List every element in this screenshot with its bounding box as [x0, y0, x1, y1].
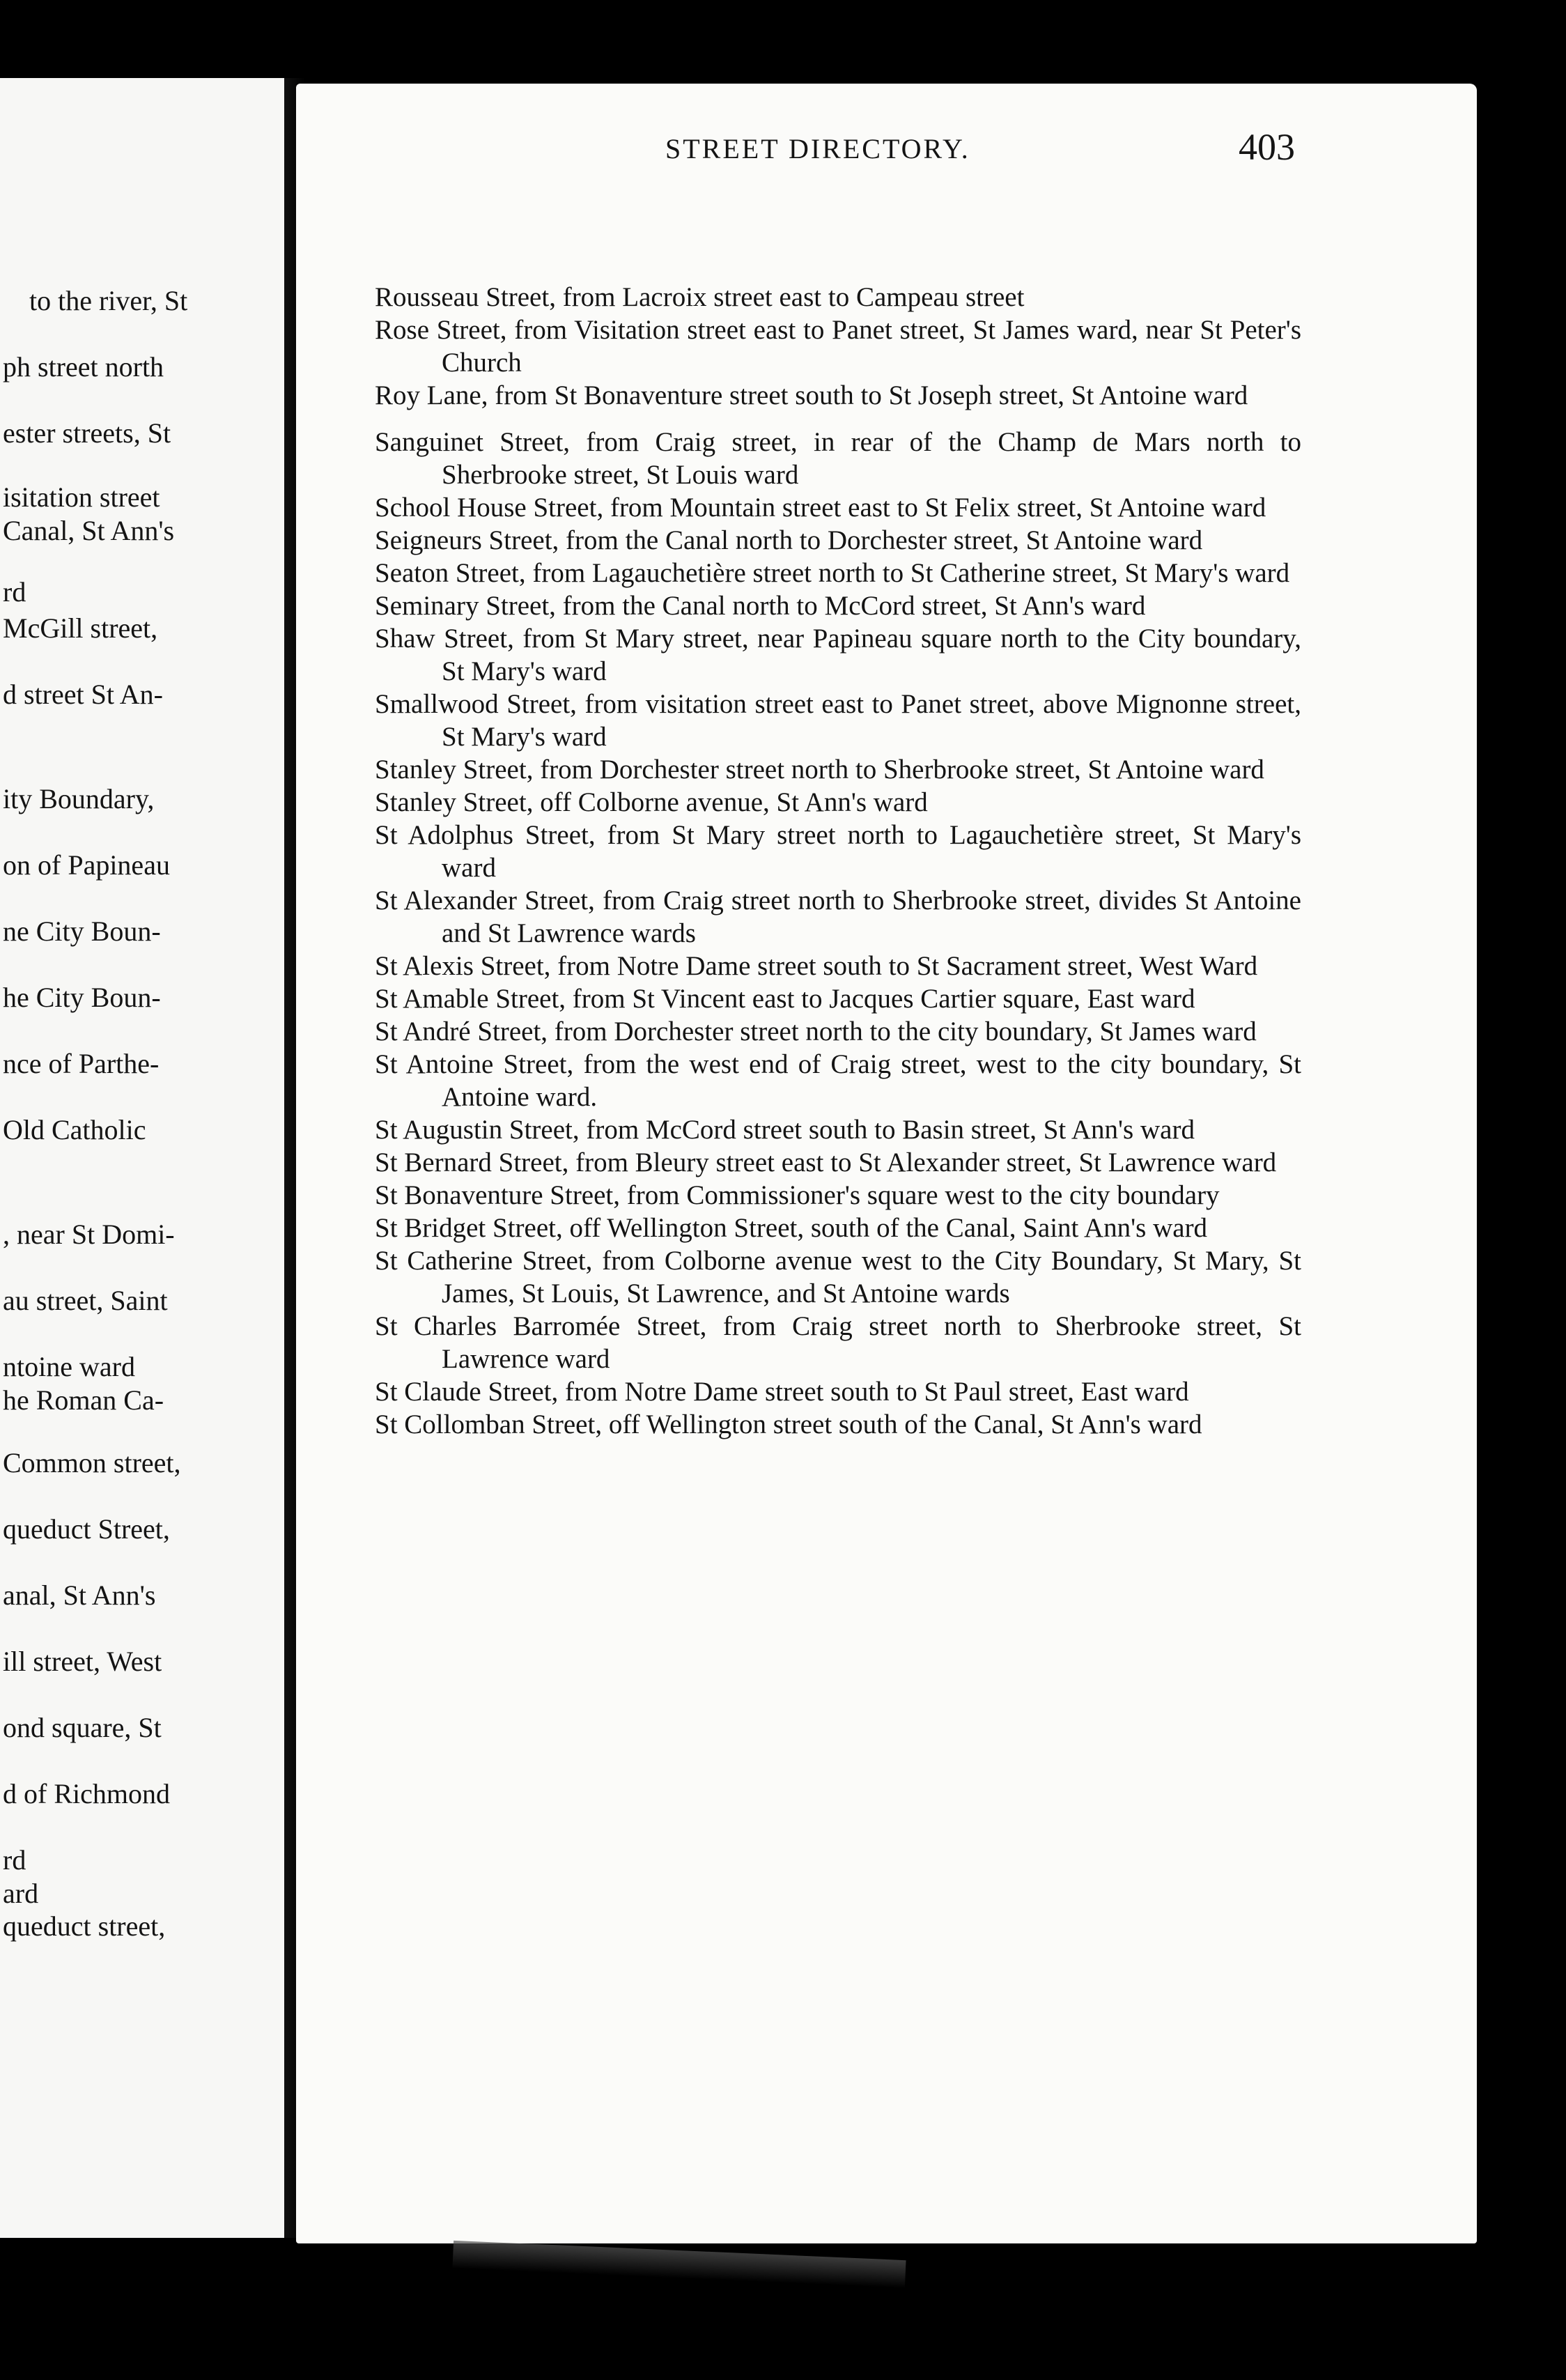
page-number: 403 — [1239, 126, 1295, 168]
directory-entry: St Bernard Street, from Bleury street east to St Alexander street, St Lawrence ward — [375, 1148, 1277, 1177]
directory-entry: Stanley Street, from Dorchester street north to Sherbrooke street, St Antoine ward — [375, 755, 1264, 785]
directory-entry: St Bridget Street, off Wellington Street, south of the Canal, Saint Ann's ward — [375, 1213, 1208, 1243]
left-page-line: Common street, — [3, 1447, 181, 1478]
directory-entry: Stanley Street, off Colborne avenue, St Ann's ward — [375, 787, 928, 817]
directory-entry: St Alexander Street, from Craig street north to Sherbrooke street, divides St Antoine and St Lawrence wards — [375, 886, 1301, 948]
left-page-line: ill street, West — [3, 1646, 162, 1677]
left-page-line: d street St An- — [3, 679, 163, 710]
directory-entry: Seaton Street, from Lagauchetière street north to St Catherine street, St Mary's ward — [375, 558, 1290, 588]
directory-entry: St Augustin Street, from McCord street south to Basin street, St Ann's ward — [375, 1115, 1195, 1145]
left-page-line: , near St Domi- — [3, 1219, 175, 1250]
left-page-line: he Roman Ca- — [3, 1384, 164, 1416]
directory-entry: St Charles Barromée Street, from Craig street north to Sherbrooke street, St Lawrence ward — [375, 1311, 1301, 1374]
directory-entry: St Antoine Street, from the west end of Craig street, west to the city boundary, St Antoine ward. — [375, 1049, 1301, 1112]
directory-entry: Smallwood Street, from visitation street east to Panet street, above Mignonne street, St Mary's ward — [375, 689, 1301, 752]
directory-entry: St Adolphus Street, from St Mary street north to Lagauchetière street, St Mary's ward — [375, 820, 1301, 883]
directory-entry: Rose Street, from Visitation street east to Panet street, St James ward, near St Peter's Church — [375, 315, 1301, 378]
left-page — [0, 78, 284, 2238]
left-page-line: ntoine ward — [3, 1351, 135, 1382]
left-page-line: Canal, St Ann's — [3, 515, 175, 546]
left-page-line: he City Boun- — [3, 982, 161, 1013]
left-page-line: Old Catholic — [3, 1114, 146, 1145]
left-page-line: rd — [3, 576, 26, 608]
left-page-line: rd — [3, 1844, 26, 1876]
directory-entry: Seminary Street, from the Canal north to McCord street, St Ann's ward — [375, 591, 1146, 621]
directory-entry: St Alexis Street, from Notre Dame street south to St Sacrament street, West Ward — [375, 951, 1258, 981]
running-head — [373, 126, 1295, 174]
left-page-line: ard — [3, 1878, 39, 1909]
directory-entry: St Bonaventure Street, from Commissioner's square west to the city boundary — [375, 1180, 1220, 1210]
page-edge-shadow — [452, 2241, 906, 2288]
left-page-line: queduct street, — [3, 1910, 166, 1942]
directory-entry: Roy Lane, from St Bonaventure street south to St Joseph street, St Antoine ward — [375, 380, 1248, 410]
left-page-line: McGill street, — [3, 612, 158, 644]
directory-entry: School House Street, from Mountain street east to St Felix street, St Antoine ward — [375, 493, 1266, 523]
left-page-line: ond square, St — [3, 1712, 162, 1743]
left-page-line: au street, Saint — [3, 1285, 168, 1316]
directory-entry: St Amable Street, from St Vincent east to Jacques Cartier square, East ward — [375, 984, 1195, 1014]
directory-entry: St Collomban Street, off Wellington street south of the Canal, St Ann's ward — [375, 1409, 1202, 1439]
left-page-line: ph street north — [3, 351, 164, 382]
left-page-line: on of Papineau — [3, 849, 170, 881]
directory-entry: Shaw Street, from St Mary street, near Papineau square north to the City boundary, St Mary's ward — [375, 624, 1301, 686]
left-page-line: ne City Boun- — [3, 915, 161, 947]
directory-entry: St Catherine Street, from Colborne avenue west to the City Boundary, St Mary, St James, St Louis, St Lawrence, and St Antoine wards — [375, 1246, 1301, 1308]
left-page-line: to the river, St — [29, 285, 188, 316]
left-page-line: queduct Street, — [3, 1513, 170, 1545]
directory-entries — [375, 281, 1301, 1441]
left-page-line: ity Boundary, — [3, 783, 155, 814]
directory-entry: Sanguinet Street, from Craig street, in rear of the Champ de Mars north to Sherbrooke street, St Louis ward — [375, 427, 1301, 490]
left-page-line: ester streets, St — [3, 417, 171, 449]
directory-entry: St André Street, from Dorchester street north to the city boundary, St James ward — [375, 1017, 1257, 1046]
left-page-line: anal, St Ann's — [3, 1579, 156, 1611]
left-page-line: isitation street — [3, 481, 160, 513]
directory-entry: St Claude Street, from Notre Dame street south to St Paul street, East ward — [375, 1377, 1189, 1407]
left-page-line: d of Richmond — [3, 1778, 170, 1809]
directory-entry: Seigneurs Street, from the Canal north to Dorchester street, St Antoine ward — [375, 525, 1203, 555]
page-title: STREET DIRECTORY. — [665, 133, 970, 164]
left-page-line: nce of Parthe- — [3, 1048, 160, 1079]
directory-entry: Rousseau Street, from Lacroix street east to Campeau street — [375, 282, 1025, 312]
